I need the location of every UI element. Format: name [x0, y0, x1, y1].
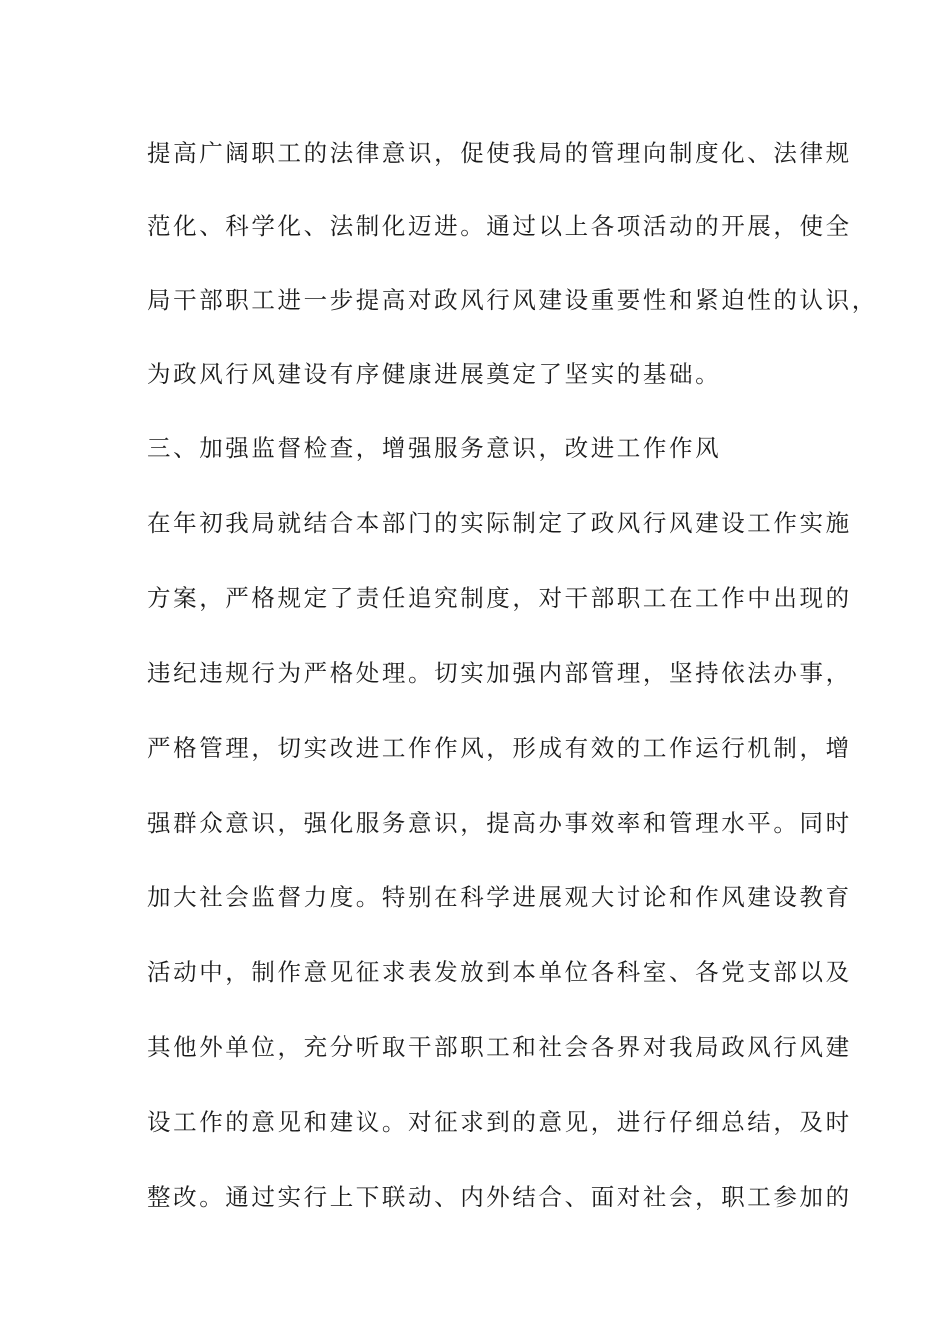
text-line: 加大社会监督力度。特别在科学进展观大讨论和作风建设教育: [147, 883, 852, 911]
text-line: 整改。通过实行上下联动、内外结合、面对社会，职工参加的: [147, 1183, 852, 1211]
text-line: 局干部职工进一步提高对政风行风建设重要性和紧迫性的认识，: [147, 286, 878, 314]
text-line: 活动中，制作意见征求表发放到本单位各科室、各党支部以及: [147, 958, 852, 986]
text-line: 严格管理，切实改进工作作风，形成有效的工作运行机制，增: [147, 734, 852, 762]
text-line: 提高广阔职工的法律意识，促使我局的管理向制度化、法律规: [147, 139, 852, 167]
text-line: 为政风行风建设有序健康进展奠定了坚实的基础。: [147, 360, 722, 388]
section-heading: 三、加强监督检查，增强服务意识，改进工作作风: [147, 434, 722, 462]
text-line: 设工作的意见和建议。对征求到的意见，进行仔细总结，及时: [147, 1108, 852, 1136]
text-line: 在年初我局就结合本部门的实际制定了政风行风建设工作实施: [147, 509, 852, 537]
text-line: 强群众意识，强化服务意识，提高办事效率和管理水平。同时: [147, 809, 852, 837]
text-line: 其他外单位，充分听取干部职工和社会各界对我局政风行风建: [147, 1033, 852, 1061]
text-line: 违纪违规行为严格处理。切实加强内部管理，坚持依法办事，: [147, 659, 852, 687]
text-line: 范化、科学化、法制化迈进。通过以上各项活动的开展，使全: [147, 212, 852, 240]
text-line: 方案，严格规定了责任追究制度，对干部职工在工作中出现的: [147, 584, 852, 612]
